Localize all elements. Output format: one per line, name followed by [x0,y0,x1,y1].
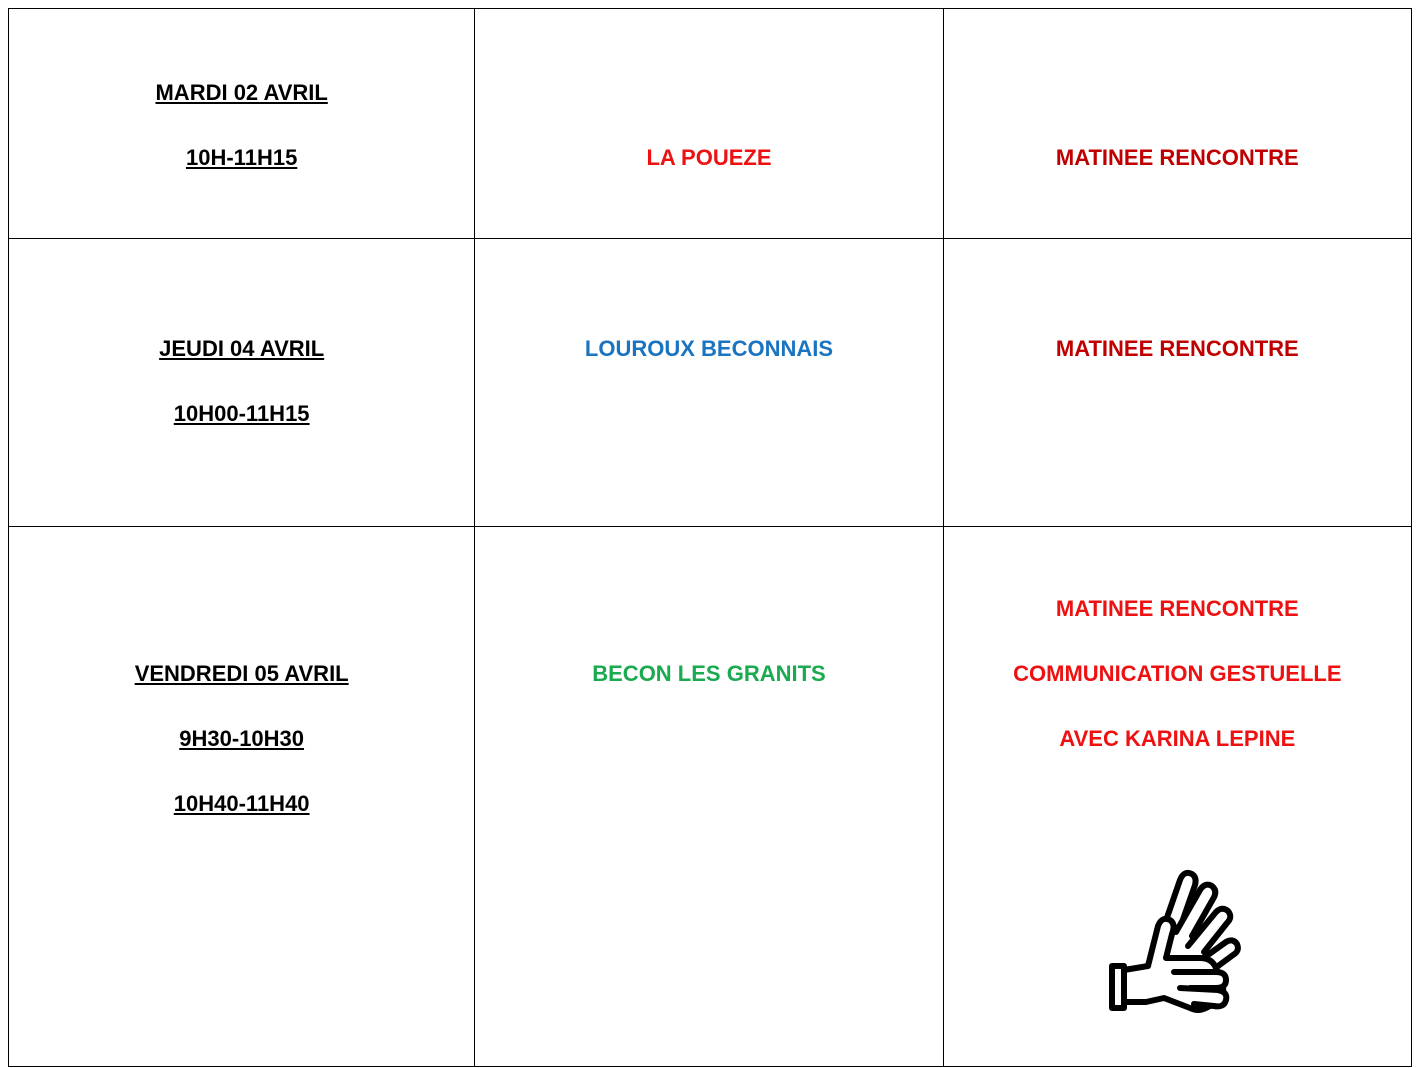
date-cell [9,527,475,1067]
event-cell [943,9,1411,239]
date-label: MARDI 02 AVRIL [155,80,328,105]
event-label: MATINEE RENCONTRE [1055,596,1299,621]
table-row [9,239,1412,527]
time-label: 10H-11H15 [186,145,298,170]
place-label: LA POUEZE [646,145,772,170]
sign-language-hands-icon [1104,862,1244,1022]
time-label: 10H40-11H40 [173,791,310,816]
date-cell [9,239,475,527]
table-row [9,9,1412,239]
date-label: VENDREDI 05 AVRIL [134,661,349,686]
place-cell [475,527,943,1067]
place-label: LOUROUX BECONNAIS [584,336,834,361]
date-label: JEUDI 04 AVRIL [159,336,325,361]
event-label: AVEC KARINA LEPINE [1059,726,1296,751]
event-cell [943,527,1411,1067]
schedule-table [8,8,1412,1067]
event-label: COMMUNICATION GESTUELLE [1013,661,1342,686]
place-label: BECON LES GRANITS [592,661,826,686]
event-label: MATINEE RENCONTRE [1055,145,1299,170]
time-label: 10H00-11H15 [173,401,310,426]
place-cell [475,9,943,239]
event-label: MATINEE RENCONTRE [1055,336,1299,361]
place-cell [475,239,943,527]
time-label: 9H30-10H30 [179,726,305,751]
date-cell [9,9,475,239]
event-cell [943,239,1411,527]
table-row [9,527,1412,1067]
